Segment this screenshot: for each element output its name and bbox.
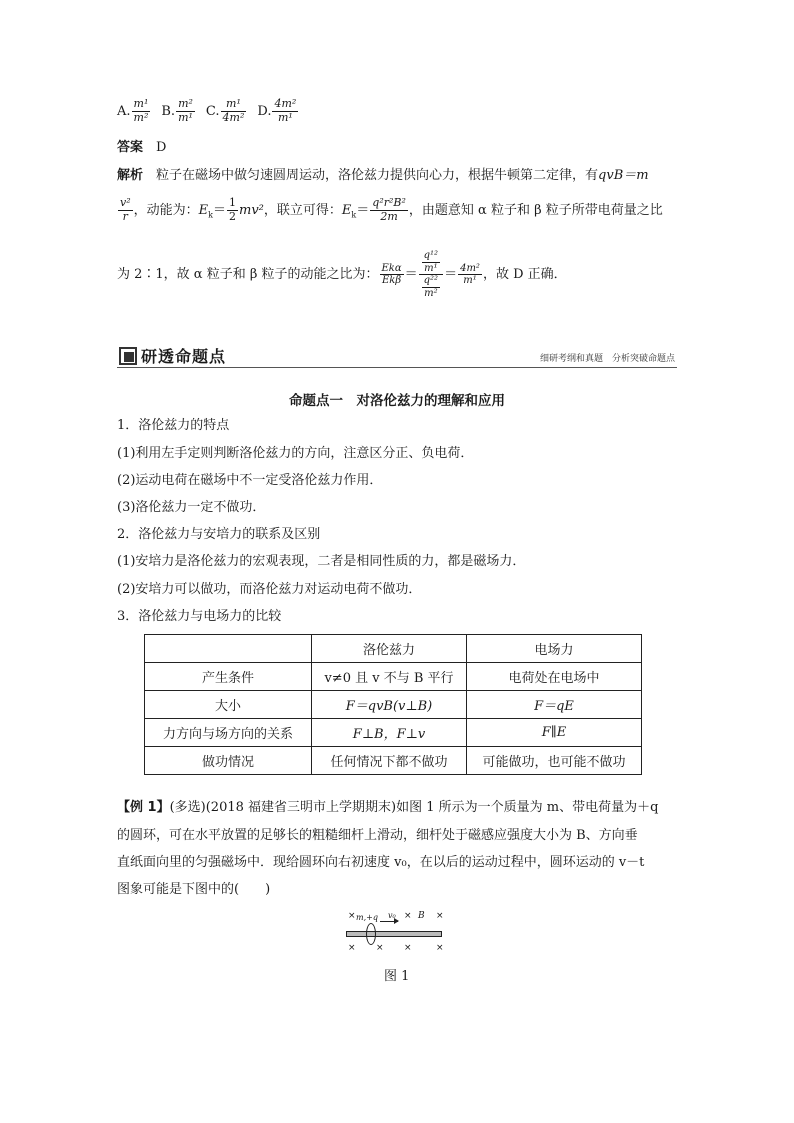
table-row: 大小 F＝qvB(v⊥B) F＝qE <box>145 691 642 719</box>
cross-mark: × <box>348 911 356 921</box>
table-row: 做功情况 任何情况下都不做功 可能做功，也可能不做功 <box>145 747 642 775</box>
cross-mark: × <box>404 911 412 921</box>
answer-options <box>117 98 305 124</box>
point-item: (1)安培力是洛伦兹力的宏观表现，二者是相同性质的力，都是磁场力． <box>117 554 526 569</box>
field-label: B <box>418 911 425 921</box>
fraction: $\frac{\text{4m²}}{\text{m¹}}$ <box>274 97 297 124</box>
example-line-3: 直纸面向里的匀强磁场中．现给圆环向右初速度 v₀，在以后的运动过程中，圆环运动的 v－t <box>117 855 645 870</box>
section-square-icon <box>119 347 137 365</box>
point-heading-2: 2．洛伦兹力与安培力的联系及区别 <box>117 527 321 542</box>
table-row: 产生条件 v≠0 且 v 不与 B 平行 电荷处在电场中 <box>145 663 642 691</box>
velocity-arrow-icon <box>380 921 398 922</box>
comparison-table <box>144 634 642 775</box>
fraction: $\frac{\text{m¹}}{\text{m²}}$ <box>133 97 149 124</box>
compound-fraction: $\frac{\frac{\text{q¹²}}{\text{m¹}}}{\frac{\text{q²²}}{\text{m²}}}$ <box>419 250 443 299</box>
mass-charge-label: m,+q <box>356 913 378 922</box>
rod <box>346 931 442 937</box>
velocity-label: v₀ <box>388 911 396 920</box>
option-a: A. $\frac{\text{m¹}}{\text{m²}}$ <box>117 97 149 124</box>
analysis-line-1: 解析 粒子在磁场中做匀速圆周运动，洛伦兹力提供向心力，根据牛顿第二定律，有qvB＝m <box>117 168 649 183</box>
topic-title: 命题点一 对洛伦兹力的理解和应用 <box>289 393 505 409</box>
analysis-line-2: $\frac{\text{v²}}{r}$ ，动能为：$E_k=$ $\frac{1}{2}$ mv²，联立可得：$E_k=$ $\frac{\text{q²r²B²}}{2m}$ ，由题意知 α 粒子和 β 粒子所带电荷量之比 <box>120 196 663 223</box>
fraction-ek: $\frac{\text{q²r²B²}}{2m}$ <box>372 196 406 223</box>
cross-mark: × <box>348 943 356 953</box>
section-header <box>117 343 677 368</box>
cross-mark: × <box>404 943 412 953</box>
table-header-row: 洛伦兹力 电场力 <box>145 635 642 663</box>
example-line-4: 图象可能是下图中的( ) <box>117 882 271 897</box>
example-tag: 【例 1】 <box>117 800 170 815</box>
fraction-ek-ratio: $\frac{\text{Ekα}}{\text{Ekβ}}$ <box>381 262 402 286</box>
cross-mark: × <box>436 911 444 921</box>
fraction: $\frac{\text{m¹}}{\text{4m²}}$ <box>222 97 245 124</box>
ring-icon <box>366 923 376 945</box>
point-item: (3)洛伦兹力一定不做功． <box>117 500 266 515</box>
fraction: $\frac{\text{m²}}{\text{m¹}}$ <box>178 97 193 124</box>
point-item: (2)运动电荷在磁场中不一定受洛伦兹力作用． <box>117 473 383 488</box>
option-d: D. $\frac{\text{4m²}}{\text{m¹}}$ <box>257 97 297 124</box>
example-line-1: 【例 1】(多选)(2018 福建省三明市上学期期末)如图 1 所示为一个质量为 m、带电荷量为＋q <box>117 800 659 815</box>
point-heading-1: 1．洛伦兹力的特点 <box>117 418 230 433</box>
figure-1 <box>340 905 450 985</box>
option-c: C. $\frac{\text{m¹}}{\text{4m²}}$ <box>205 97 245 124</box>
analysis-line-3: 为 2∶1，故 α 粒子和 β 粒子的动能之比为： $\frac{\text{Ekα}}{\text{Ekβ}}$ ＝ $\frac{\frac{\text{q¹²}}{\text{m¹}}}{\frac{\text{q²²}}{\text{m²}}}$ ＝ $\frac{\text{4m²}}{\text{m¹}}$ ，故 D 正确． <box>117 250 567 299</box>
answer-line: 答案 D <box>117 140 167 155</box>
cross-mark: × <box>376 943 384 953</box>
table-row: 力方向与场方向的关系 F⊥B，F⊥v F∥E <box>145 719 642 747</box>
example-line-2: 的圆环，可在水平放置的足够长的粗糙细杆上滑动，细杆处于磁感应强度大小为 B、方向垂 <box>117 828 638 843</box>
fraction-half: $\frac{1}{2}$ <box>229 196 237 223</box>
section-subtitle: 细研考纲和真题 分析突破命题点 <box>539 354 675 364</box>
fraction-v2-r: $\frac{\text{v²}}{r}$ <box>120 196 131 223</box>
point-heading-3: 3．洛伦兹力与电场力的比较 <box>117 609 282 624</box>
option-b: B. $\frac{\text{m²}}{\text{m¹}}$ <box>161 97 193 124</box>
section-title: 研透命题点 <box>141 347 227 366</box>
figure-caption: 图 1 <box>384 969 410 984</box>
fraction-result: $\frac{\text{4m²}}{\text{m¹}}$ <box>460 262 480 286</box>
point-item: (2)安培力可以做功，而洛伦兹力对运动电荷不做功． <box>117 582 422 597</box>
cross-mark: × <box>436 943 444 953</box>
point-item: (1)利用左手定则判断洛伦兹力的方向，注意区分正、负电荷． <box>117 446 474 461</box>
